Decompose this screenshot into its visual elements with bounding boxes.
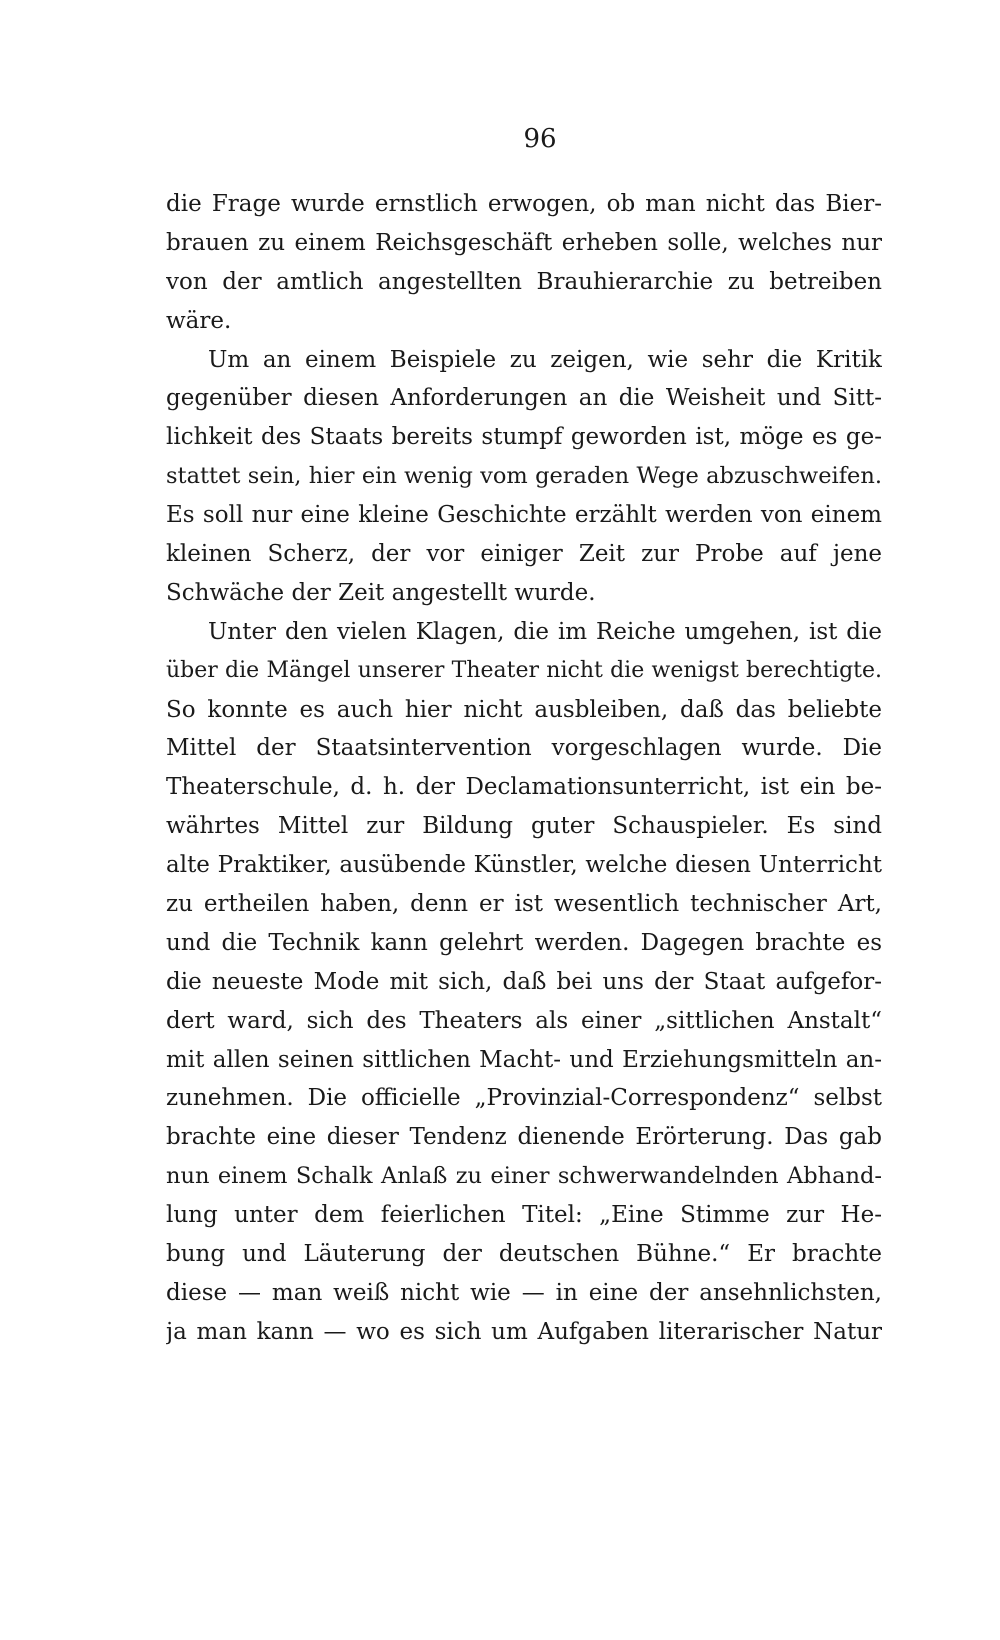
text-line: und die Technik kann gelehrt werden. Dagegen brachte es xyxy=(166,929,882,956)
text-line: alte Praktiker, ausübende Künstler, welche diesen Unterricht xyxy=(166,852,882,879)
text-line: lung unter dem feierlichen Titel: „Eine Stimme zur He- xyxy=(166,1202,882,1229)
text-line: währtes Mittel zur Bildung guter Schauspieler. Es sind xyxy=(166,813,882,840)
text-line: brachte eine dieser Tendenz dienende Erörterung. Das gab xyxy=(166,1124,882,1151)
text-line: kleinen Scherz, der vor einiger Zeit zur Probe auf jene xyxy=(166,541,882,568)
text-line: zu ertheilen haben, denn er ist wesentlich technischer Art, xyxy=(166,891,882,918)
text-line: bung und Läuterung der deutschen Bühne.“ Er brachte xyxy=(166,1241,882,1268)
text-line: mit allen seinen sittlichen Macht- und Erziehungsmitteln an- xyxy=(166,1046,882,1073)
text-line: stattet sein, hier ein wenig vom geraden Wege abzuschweifen. xyxy=(166,463,882,490)
text-line: die neueste Mode mit sich, daß bei uns der Staat aufgefor- xyxy=(166,968,882,995)
text-line: die Frage wurde ernstlich erwogen, ob man nicht das Bier- xyxy=(166,191,882,217)
text-line: Um an einem Beispiele zu zeigen, wie sehr die Kritik xyxy=(208,346,882,373)
text-line: Es soll nur eine kleine Geschichte erzählt werden von einem xyxy=(166,502,882,529)
text-line: Mittel der Staatsintervention vorgeschlagen wurde. Die xyxy=(166,735,882,762)
text-line: über die Mängel unserer Theater nicht die wenigst berechtigte. xyxy=(166,657,882,683)
text-line: diese — man weiß nicht wie — in eine der ansehnlichsten, xyxy=(166,1279,882,1306)
text-line: Theaterschule, d. h. der Declamationsunterricht, ist ein be- xyxy=(166,774,882,801)
text-line: Unter den vielen Klagen, die im Reiche umgehen, ist die xyxy=(208,618,882,645)
text-line: wäre. xyxy=(166,307,232,334)
body-text xyxy=(166,185,882,1352)
text-line: zunehmen. Die officielle „Provinzial-Correspondenz“ selbst xyxy=(166,1085,882,1112)
text-line: von der amtlich angestellten Brauhierarchie zu betreiben xyxy=(166,268,882,295)
text-line: gegenüber diesen Anforderungen an die Weisheit und Sitt- xyxy=(166,385,882,412)
text-line: brauen zu einem Reichsgeschäft erheben solle, welches nur xyxy=(166,229,882,256)
page-number: 96 xyxy=(523,124,557,154)
text-line: dert ward, sich des Theaters als einer „sittlichen Anstalt“ xyxy=(166,1007,882,1034)
text-line: ja man kann — wo es sich um Aufgaben literarischer Natur xyxy=(166,1318,882,1345)
text-line: So konnte es auch hier nicht ausbleiben, daß das beliebte xyxy=(166,696,882,723)
text-line: lichkeit des Staats bereits stumpf geworden ist, möge es ge- xyxy=(166,424,882,451)
text-line: Schwäche der Zeit angestellt wurde. xyxy=(166,579,596,606)
text-line: nun einem Schalk Anlaß zu einer schwerwandelnden Abhand- xyxy=(166,1163,882,1190)
